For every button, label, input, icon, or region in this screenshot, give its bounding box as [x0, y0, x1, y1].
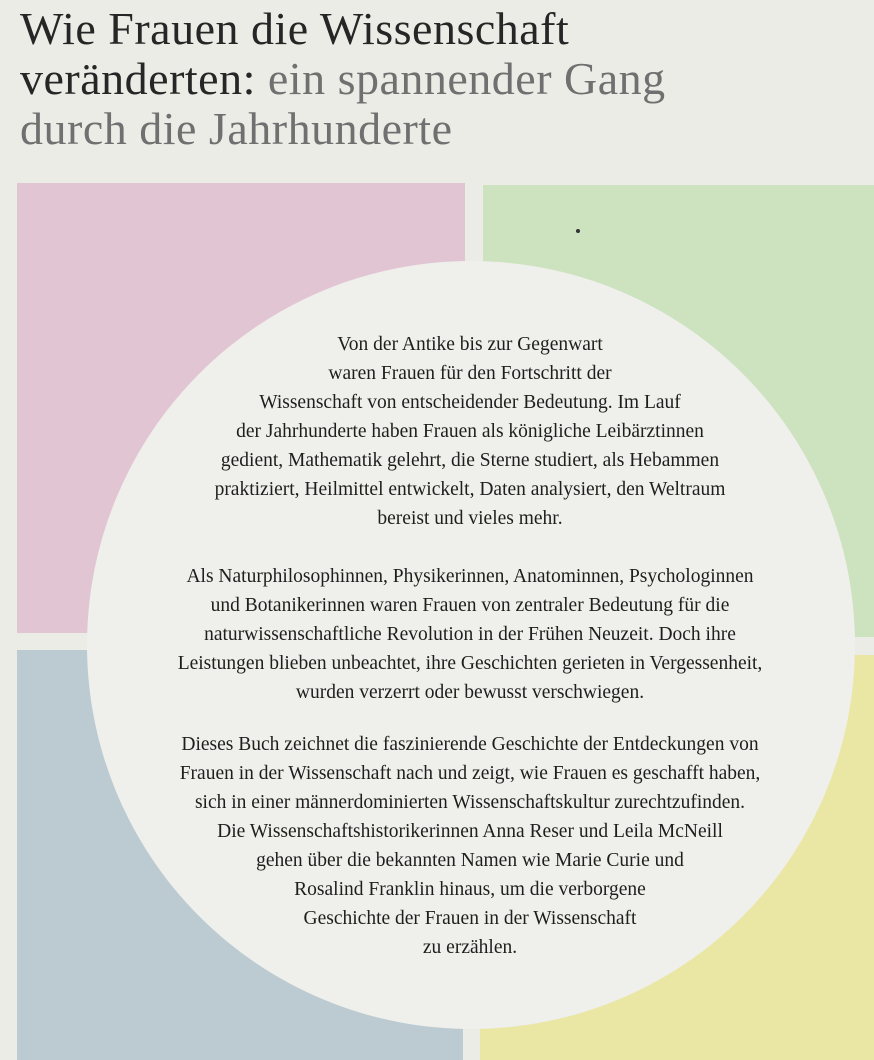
book-title: [20, 4, 666, 154]
text-line: Geschichte der Frauen in der Wissenschaft: [303, 908, 637, 929]
text-line: wurden verzerrt oder bewusst verschwiegen.: [295, 682, 645, 703]
text-line: zu erzählen.: [422, 937, 518, 958]
text-line: naturwissenschaftliche Revolution in der Frühen Neuzeit. Doch ihre: [204, 624, 736, 645]
text-line: sich in einer männerdominierten Wissenschaftskultur zurechtzufinden.: [194, 792, 746, 813]
text-line: gehen über die bekannten Namen wie Marie Curie und: [256, 850, 684, 871]
text-line: Von der Antike bis zur Gegenwart: [337, 334, 603, 355]
text-line: Als Naturphilosophinnen, Physikerinnen, Anatominnen, Psychologinnen: [186, 566, 754, 587]
title-line-2-light: ein spannender Gang: [255, 53, 666, 104]
paragraph-1: [100, 330, 840, 533]
title-line-3: durch die Jahrhunderte: [20, 103, 453, 154]
title-line-1: Wie Frauen die Wissenschaft: [20, 3, 570, 54]
speck-dot: [576, 229, 580, 233]
text-line: Dieses Buch zeichnet die faszinierende Geschichte der Entdeckungen von: [181, 734, 759, 755]
paragraph-2: [100, 562, 840, 707]
text-line: waren Frauen für den Fortschritt der: [328, 363, 612, 384]
text-line: der Jahrhunderte haben Frauen als königliche Leibärztinnen: [236, 421, 704, 442]
text-line: und Botanikerinnen waren Frauen von zentraler Bedeutung für die: [210, 595, 730, 616]
paragraph-3: [100, 730, 840, 962]
text-line: Die Wissenschaftshistorikerinnen Anna Reser und Leila McNeill: [217, 821, 723, 842]
title-line-2-dark: veränderten:: [20, 53, 256, 104]
text-line: gedient, Mathematik gelehrt, die Sterne studiert, als Hebammen: [220, 450, 720, 471]
text-line: Leistungen blieben unbeachtet, ihre Geschichten gerieten in Vergessenheit,: [177, 653, 763, 674]
text-line: praktiziert, Heilmittel entwickelt, Daten analysiert, den Weltraum: [214, 479, 726, 500]
text-line: bereist und vieles mehr.: [377, 508, 563, 529]
text-line: Frauen in der Wissenschaft nach und zeigt, wie Frauen es geschafft haben,: [179, 763, 761, 784]
text-line: Rosalind Franklin hinaus, um die verborgene: [294, 879, 646, 900]
text-line: Wissenschaft von entscheidender Bedeutung. Im Lauf: [259, 392, 681, 413]
